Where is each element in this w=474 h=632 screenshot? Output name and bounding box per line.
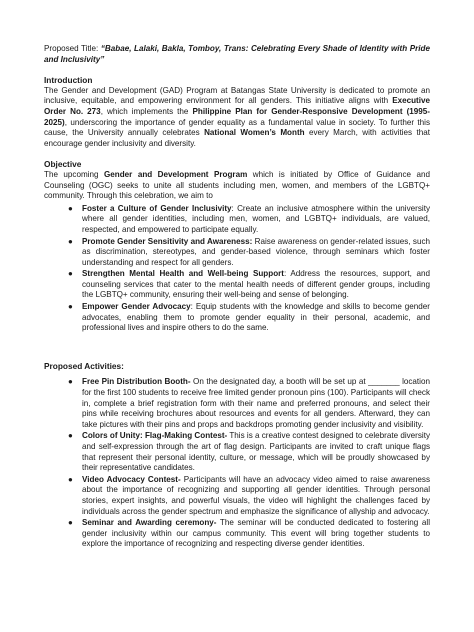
list-item [68, 236, 430, 269]
objective-text-1: The upcoming [44, 169, 104, 179]
bullet-icon: ● [68, 431, 73, 441]
bullet-icon: ● [68, 269, 73, 279]
list-item-text: Raise awareness on gender-related issues, such as discrimination, stereotypes, and gender-based violence, through seminars which foster understanding and respect for all genders. [82, 236, 430, 267]
title-prefix: Proposed Title: [44, 44, 101, 53]
list-item-text: Participants will have an advocacy video aimed to raise awareness about the importance of recognizing and supporting all gender identities. Through personal stories, expert insights, and powerful visuals, the video will highlight the challenges faced by individuals across the gender spectrum and emphasize the significance of allyship and advocacy. [82, 474, 430, 516]
list-item-bold: Seminar and Awarding ceremony- [82, 518, 217, 528]
list-item [68, 377, 430, 430]
list-item-text: : Create an inclusive atmosphere within the university where all gender identities, including men, women, and LGBTQ+ individuals, are valued, respected, and empowered to participate equally. [82, 203, 430, 234]
list-item [68, 518, 431, 550]
list-item-text: On the designated day, a booth will be set up at _______ location for the first 100 students to receive free limited gender pronoun pins (100). Participants will check in, complete a brief registration form with their name and preferred pronouns, and select their pins while receiving brochures about resources and events for all genders. Afterward, they can take pictures with their pins and props and backdrops promoting gender inclusivity and visibility. [82, 377, 430, 429]
activities-heading: Proposed Activities: [44, 360, 124, 371]
list-item-bold: Colors of Unity: Flag-Making Contest- [82, 431, 228, 441]
intro-bold-1: Executive Order No. 273 [44, 96, 430, 116]
bullet-icon: ● [68, 236, 73, 246]
intro-bold-2: Philippine Plan for Gender-Responsive Development (1995-2025) [44, 106, 430, 127]
list-item-text: : Equip students with the knowledge and skills to become gender advocates, enabling them to promote gender equality in their personal, academic, and professional lives and inspire others to do the same. [82, 302, 430, 333]
list-item-bold: Video Advocacy Contest- [82, 474, 181, 484]
list-item-text: This is a creative contest designed to celebrate diversity and self-expression through the art of flag design. Participants are invited to craft unique flags that represent their personal identity, culture, or message, which will be proudly showcased by their representative candidates. [82, 431, 431, 473]
bullet-icon: ● [68, 203, 73, 213]
introduction-paragraph [44, 86, 430, 150]
list-item-bold: Foster a Culture of Gender Inclusivity [82, 203, 232, 213]
list-item [68, 269, 430, 301]
intro-text-4: every March, with activities that encourage gender inclusivity and diversity. [44, 128, 430, 148]
bullet-icon: ● [68, 302, 73, 312]
list-item-bold: Empower Gender Advocacy [82, 302, 191, 312]
list-item-text: : Address the resources, support, and counseling services that cater to the mental health needs of different gender groups, including the LGBTQ+ community, ensuring their well-being and sense of belonging. [82, 269, 430, 300]
list-item-bold: Promote Gender Sensitivity and Awareness: [82, 236, 253, 246]
bullet-icon: ● [68, 474, 73, 484]
intro-text-3: , underscoring the importance of gender equality as a fundamental value in society. To further this cause, the University annually celebrates [44, 117, 430, 138]
list-item [68, 431, 431, 473]
bullet-icon: ● [68, 377, 73, 387]
proposed-title [44, 44, 430, 65]
introduction-heading: Introduction [44, 75, 93, 86]
objective-list [44, 204, 430, 334]
list-item-bold: Strengthen Mental Health and Well-being Support [82, 269, 284, 279]
objective-text-2: which is initiated by Office of Guidance and Counseling (OGC) seeks to unite all students including men, women, and members of the LGBTQ+ community. Through this celebration, we aim to [44, 169, 430, 201]
list-item [68, 203, 430, 236]
list-item-bold: Free Pin Distribution Booth- [82, 377, 191, 387]
list-item [68, 302, 430, 334]
bullet-icon: ● [68, 518, 73, 528]
objective-heading: Objective [44, 159, 82, 170]
activities-list [44, 377, 430, 550]
intro-text-2: , which implements the [100, 106, 193, 116]
list-item [68, 474, 430, 517]
list-item-text: The seminar will be conducted dedicated to fostering all gender inclusivity within our campus community. This event will bring together students to explore the importance of recognizing and respecting diverse gender identities. [82, 518, 431, 549]
objective-bold-1: Gender and Development Program [104, 169, 248, 179]
title-text: “Babae, Lalaki, Bakla, Tomboy, Trans: Celebrating Every Shade of Identity with Pride and Inclusivity” [44, 44, 430, 64]
objective-paragraph [44, 170, 430, 202]
intro-bold-3: National Women’s Month [204, 128, 305, 138]
intro-text-1: The Gender and Development (GAD) Program at Batangas State University is dedicated to promote an inclusive, equitable, and empowering environment for all genders. This initiative aligns with [44, 85, 430, 106]
